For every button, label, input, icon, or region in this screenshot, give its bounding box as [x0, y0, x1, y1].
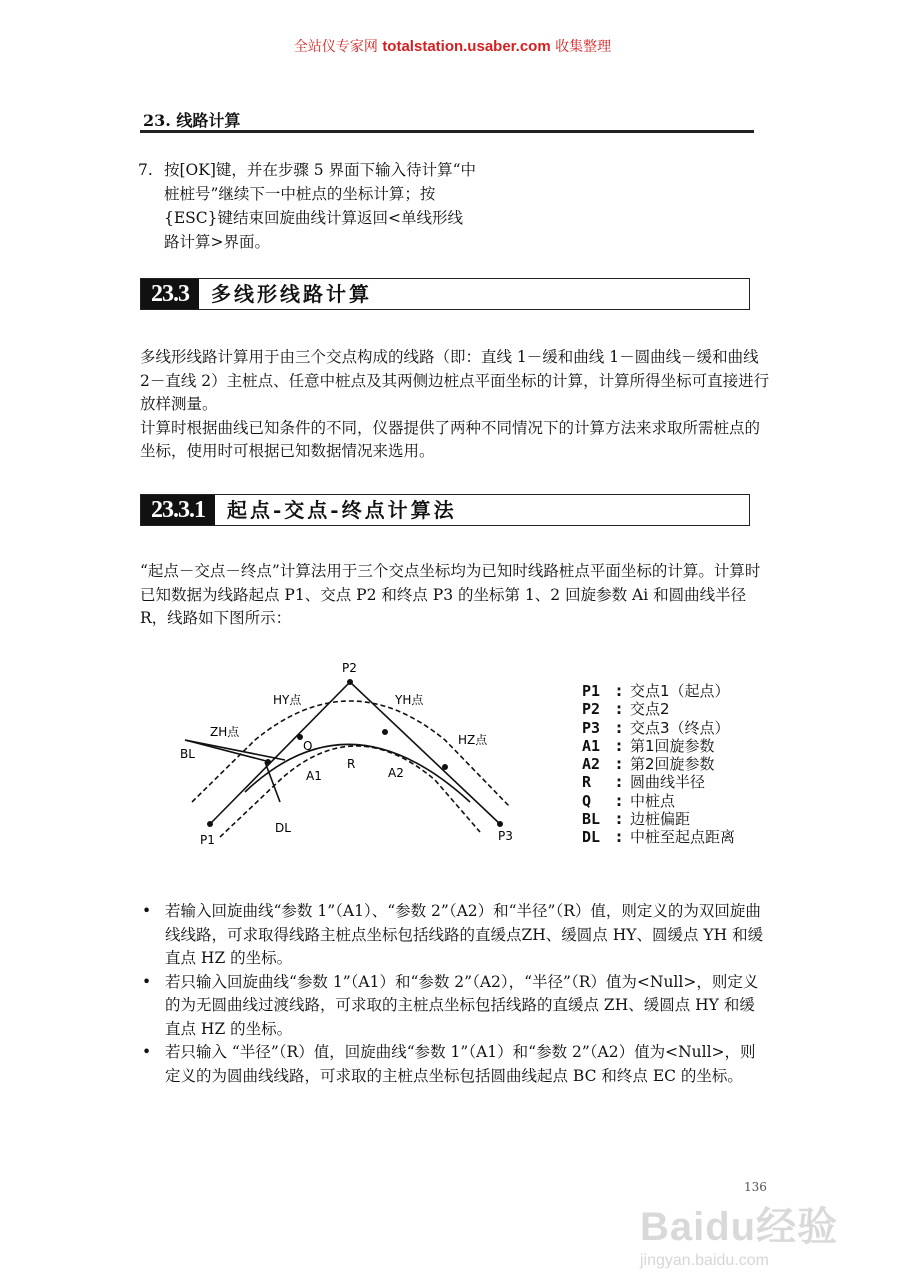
page-header	[0, 36, 905, 56]
route-diagram	[180, 652, 580, 852]
label-p3: P3	[498, 829, 513, 843]
label-bl: BL	[180, 747, 195, 761]
legend-value: 边桩偏距	[630, 810, 691, 829]
para-2: 计算时根据曲线已知条件的不同，仪器提供了两种不同情况下的计算方法来求取所需桩点的坐标，使用时可根据已知数据情况来选用。	[140, 418, 761, 460]
legend-key: BL	[582, 810, 601, 829]
label-hy: HY点	[273, 693, 302, 707]
page-number: 136	[744, 1180, 767, 1194]
para-1: 多线形线路计算用于由三个交点构成的线路（即：直线 1－缓和曲线 1－圆曲线－缓和曲线 2－直线 2）主桩点、任意中桩点及其两侧边桩点平面坐标的计算，计算所得坐标可直接进行放样测量。	[140, 348, 770, 413]
legend-row	[582, 828, 735, 846]
label-dl: DL	[275, 821, 291, 835]
label-q: Q	[303, 739, 313, 753]
legend-key: R	[582, 773, 592, 792]
step-7	[138, 158, 478, 254]
legend-key: P3	[582, 718, 601, 737]
method-paragraph: “起点－交点－终点”计算法用于三个交点坐标均为已知时线路桩点平面坐标的计算。计算时已知数据为线路起点 P1、交点 P2 和终点 P3 的坐标第 1、2 回旋参数 Ai 和圆曲线半径 R，线路如下图所示：	[140, 562, 761, 627]
section-box-23-3-1	[140, 494, 750, 526]
header-prefix: 全站仪专家网	[293, 39, 383, 55]
step-number: 7.	[138, 161, 153, 179]
label-yh: YH点	[395, 693, 424, 707]
intro-paragraph	[140, 346, 772, 464]
legend-sep: :	[616, 755, 622, 774]
list-item: • 若只输入 “半径”（R）值，回旋曲线“参数 1”（A1）和“参数 2”（A2）值为<Null>，则定义的为圆曲线线路，可求取的主桩点坐标包括圆曲线起点 BC 和终点 EC 的坐标。	[140, 1041, 770, 1088]
label-r: R	[347, 757, 356, 771]
section-heading: 多线形线路计算	[211, 282, 372, 306]
diagram-legend	[582, 682, 735, 847]
label-p2: P2	[342, 661, 357, 675]
header-site: totalstation.usaber.com	[382, 38, 551, 55]
legend-key: P2	[582, 700, 601, 719]
label-zh: ZH点	[210, 725, 240, 739]
legend-key: DL	[582, 828, 601, 847]
legend-sep: :	[616, 791, 622, 810]
legend-value: 交点3（终点）	[630, 718, 730, 737]
legend-row	[582, 737, 735, 755]
legend-value: 中桩点	[630, 791, 676, 810]
watermark-logo: Baidu经验	[640, 1205, 839, 1249]
section-number: 23.3	[141, 279, 199, 309]
legend-value: 第1回旋参数	[630, 736, 715, 755]
legend-sep: :	[616, 682, 622, 700]
legend-sep: :	[616, 700, 622, 719]
legend-sep: :	[616, 810, 622, 829]
legend-sep: :	[616, 828, 622, 847]
legend-value: 交点2	[630, 700, 670, 719]
legend-sep: :	[616, 736, 622, 755]
legend-row	[582, 792, 735, 810]
legend-value: 中桩至起点距离	[630, 828, 736, 847]
legend-row	[582, 700, 735, 718]
watermark-url: jingyan.baidu.com	[640, 1252, 769, 1269]
legend-key: P1	[582, 682, 601, 700]
legend-row	[582, 682, 735, 700]
legend-key: Q	[582, 791, 592, 810]
legend-row	[582, 773, 735, 791]
label-a2: A2	[388, 766, 404, 780]
section-heading: 起点-交点-终点计算法	[227, 498, 457, 522]
legend-key: A2	[582, 755, 601, 774]
step-text: 按[OK]键，并在步骤 5 界面下输入待计算“中桩桩号”继续下一中桩点的坐标计算；按{ESC}键结束回旋曲线计算返回<单线形线路计算>界面。	[164, 161, 477, 251]
baidu-watermark	[640, 1205, 860, 1271]
legend-row	[582, 719, 735, 737]
header-suffix: 收集整理	[550, 39, 612, 55]
section-number: 23.3.1	[141, 495, 215, 525]
condition-list	[140, 900, 770, 1088]
section-box-23-3	[140, 278, 750, 310]
label-hz: HZ点	[458, 733, 488, 747]
legend-row	[582, 755, 735, 773]
list-item: • 若只输入回旋曲线“参数 1”（A1）和“参数 2”（A2），“半径”（R）值为<Null>，则定义的为无圆曲线过渡线路，可求取的主桩点坐标包括线路的直缓点 ZH、缓圆点 HY 和缓直点 HZ 的坐标。	[140, 971, 770, 1042]
legend-value: 交点1（起点）	[630, 682, 730, 700]
legend-key: A1	[582, 736, 601, 755]
legend-sep: :	[616, 773, 622, 792]
legend-value: 第2回旋参数	[630, 755, 715, 774]
section-title: 23. 线路计算	[143, 111, 241, 130]
legend-value: 圆曲线半径	[630, 773, 706, 792]
legend-sep: :	[616, 718, 622, 737]
label-p1: P1	[200, 833, 215, 847]
header-rule	[140, 130, 754, 133]
legend-row	[582, 810, 735, 828]
label-a1: A1	[306, 769, 322, 783]
list-item: • 若输入回旋曲线“参数 1”（A1）、“参数 2”（A2）和“半径”（R）值，则定义的为双回旋曲线线路，可求取得线路主桩点坐标包括线路的直缓点ZH、缓圆点 HY、圆缓点 YH 和缓直点 HZ 的坐标。	[140, 900, 770, 971]
